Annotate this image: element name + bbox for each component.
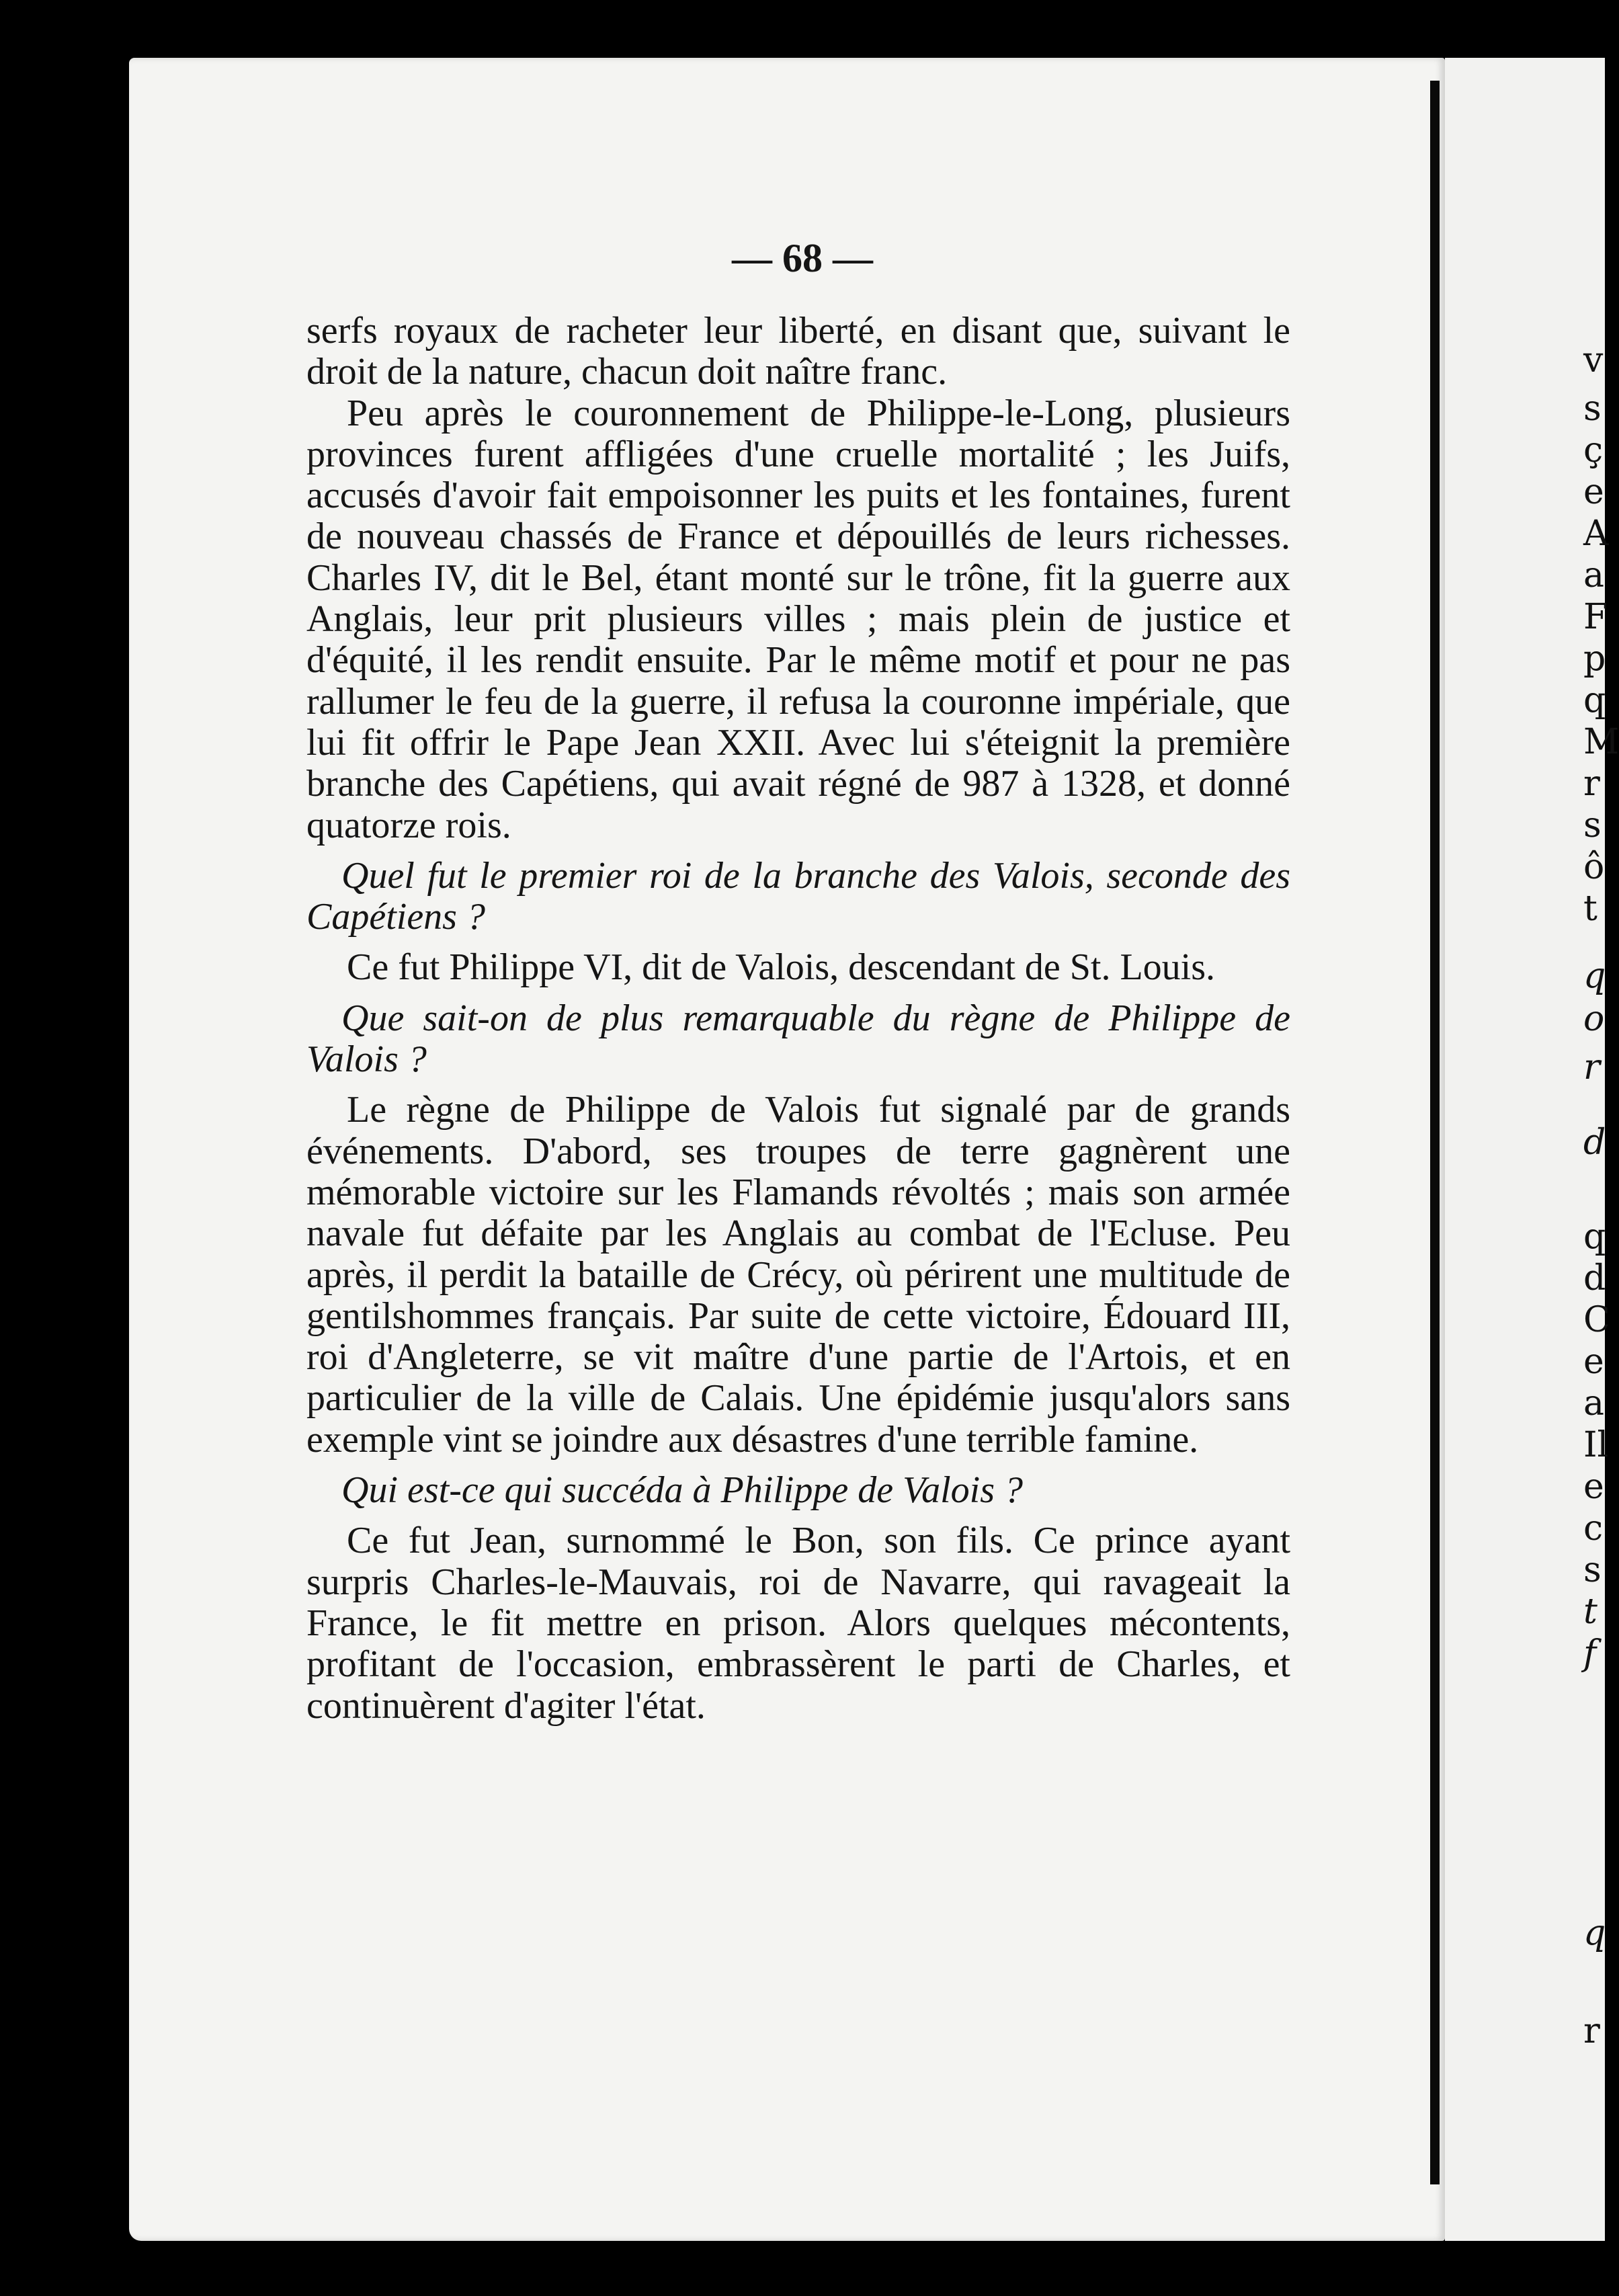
next-page-fragment: r [1583,2011,1600,2051]
answer: Ce fut Philippe VI, dit de Valois, descendant de St. Louis. [347,946,1216,989]
next-page-fragment: a [1583,555,1605,596]
next-page-fragment: r [1583,764,1600,804]
next-page-fragment: e [1583,472,1604,512]
next-page-fragment: e [1583,1342,1604,1382]
next-page-fragment: ç [1583,430,1604,470]
paragraph: Peu après le couronnement de Philippe-le-Long, plusieurs provinces furent affligées d'une cruelle mortalité ; les Juifs, accusés d'avoir fait empoisonner les puits et les fontaines, furent de nouveau chassés de France et dépouillés de leurs richesses. Charles IV, dit le Bel, étant monté sur le trône, fit la guerre aux Anglais, leur prit plusieurs villes ; mais plein de justice et d'équité, il les rendit ensuite. Par le même motif et pour ne pas rallumer le feu de la guerre, il refusa la couronne impériale, que lui fit offrir le Pape Jean XXII. Avec lui s'éteignit la première branche des Capétiens, qui avait régné de 987 à 1328, et donné quatorze rois. [306,392,1290,846]
next-page-fragment: d [1583,1122,1606,1163]
next-page-fragment: F [1583,597,1608,637]
next-page-fragment: e [1583,1467,1604,1507]
next-page-edge [1445,58,1619,2241]
next-page-fragment: t [1583,1592,1597,1632]
next-page-fragment: d [1583,1258,1606,1299]
next-page-fragment: c [1583,1508,1604,1549]
next-page-fragment: Il [1583,1425,1609,1465]
next-page-fragment: t [1583,889,1597,929]
next-page-fragment: a [1583,1383,1605,1424]
next-page-fragment: q [1583,956,1606,996]
next-page-fragment: v [1583,340,1604,380]
next-page-fragment: q [1583,1217,1606,1257]
answer: Le règne de Philippe de Valois fut signalé par de grands événements. D'abord, ses troupes de terre gagnèrent une mémorable victoire sur les Flamands révoltés ; mais son armée navale fut défaite par les Anglais au combat de l'Ecluse. Peu après, il perdit la bataille de Crécy, où périrent une multitude de gentilshommes français. Par suite de cette victoire, Édouard III, roi d'Angleterre, se vit maître d'une partie de l'Artois, et en particulier de la ville de Calais. Une épidémie jusqu'alors sans exemple vint se joindre aux désastres d'une terrible famine. [306,1089,1290,1461]
next-page-fragment: s [1583,1550,1602,1590]
paragraph: serfs royaux de racheter leur liberté, en disant que, suivant le droit de la nature, chacun doit naître franc. [306,310,1290,393]
next-page-fragment: r [1583,1047,1600,1088]
next-page-fragment: q [1583,1913,1606,1953]
question: Qui est-ce qui succéda à Philippe de Valois ? [341,1469,1023,1512]
page-fold [1430,81,1440,2184]
question: Quel fut le premier roi de la branche des Valois, seconde des Capétiens ? [306,854,1290,938]
body-text [306,237,1290,1727]
next-page-fragment: ô [1583,847,1605,887]
next-page-fragment: p [1583,639,1606,679]
next-page-fragment: s [1583,805,1602,846]
answer: Ce fut Jean, surnommé le Bon, son fils. Ce prince ayant surpris Charles-le-Mauvais, roi de Navarre, qui ravageait la France, le fit mettre en prison. Alors quelques mécontents, profitant de l'occasion, embrassèrent le parti de Charles, et continuèrent d'agiter l'état. [306,1520,1290,1727]
next-page-fragment: M [1583,722,1619,762]
next-page-fragment: A [1583,514,1609,554]
next-page-fragment: o [1583,999,1605,1039]
next-page-fragment: f [1583,1633,1597,1674]
next-page-fragment: s [1583,388,1602,429]
next-page-fragment: C [1583,1300,1610,1340]
page-number: — 68 — [732,236,873,280]
next-page-fragment: q [1583,680,1606,721]
question: Que sait-on de plus remarquable du règne de Philippe de Valois ? [306,997,1290,1081]
